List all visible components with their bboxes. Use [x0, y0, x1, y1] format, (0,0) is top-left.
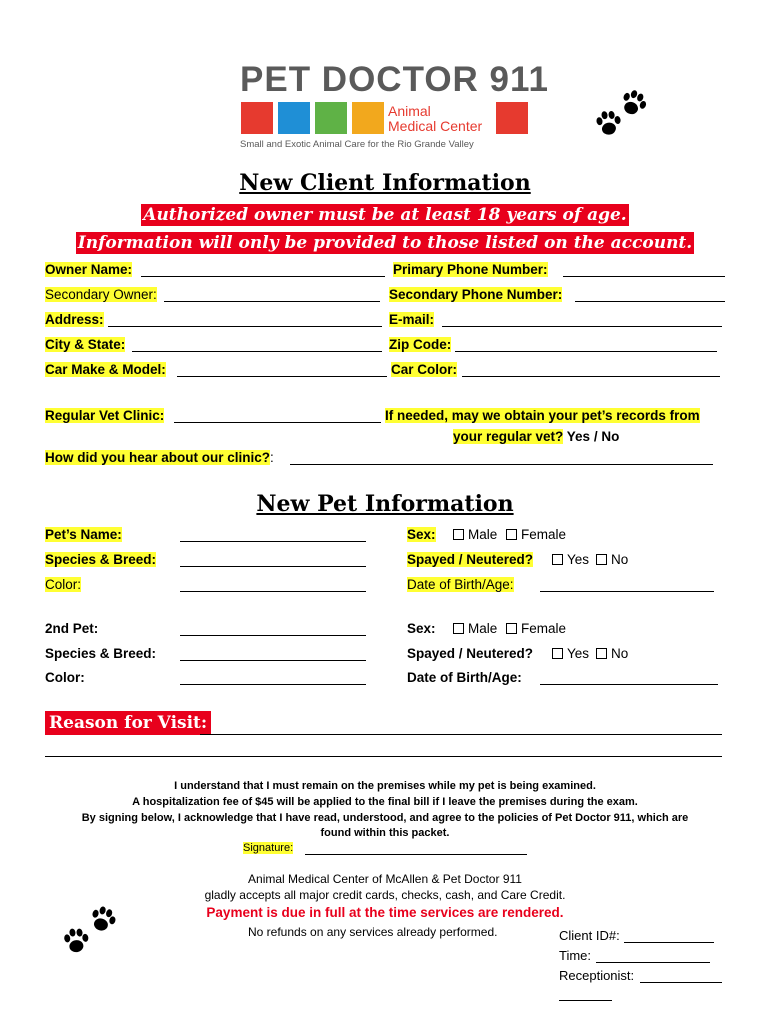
email-label: E-mail:	[389, 312, 435, 327]
client-title: New Client Information	[239, 170, 531, 196]
notice-1: Authorized owner must be at least 18 years of age.	[143, 205, 627, 225]
logo-tagline: Small and Exotic Animal Care for the Rio Grande Valley	[240, 139, 474, 150]
dob2-label: Date of Birth/Age:	[407, 670, 522, 685]
address-label: Address:	[45, 312, 104, 327]
logo	[238, 60, 550, 155]
client-id-field[interactable]	[624, 942, 714, 943]
paw-print-bottom-icon	[58, 900, 133, 970]
consent-line2: A hospitalization fee of $45 will be applied to the final bill if I leave the premises during the exam.	[132, 796, 638, 808]
consent-line4: found within this packet.	[320, 827, 450, 839]
records-question-line1: If needed, may we obtain your pet’s records from	[385, 408, 700, 423]
paw-print-icon	[588, 85, 658, 150]
color2-field[interactable]	[180, 684, 366, 685]
primary-phone-label: Primary Phone Number:	[393, 262, 548, 277]
secondary-owner-field[interactable]	[164, 301, 380, 302]
species-breed-label: Species & Breed:	[45, 552, 157, 567]
logo-sub1: Animal	[388, 103, 431, 119]
consent-line1: I understand that I must remain on the premises while my pet is being examined.	[174, 780, 596, 792]
car-make-field[interactable]	[177, 376, 387, 377]
pet2-label: 2nd Pet:	[45, 621, 99, 636]
hear-about-label: How did you hear about our clinic?:	[45, 450, 274, 465]
logo-name: PET DOCTOR 911	[240, 60, 550, 99]
logo-sub2: Medical Center	[388, 118, 483, 134]
dob2-field[interactable]	[540, 684, 718, 685]
spayed2-no-checkbox[interactable]	[596, 648, 607, 659]
records-question-line2: your regular vet? Yes / No	[453, 429, 620, 444]
email-field[interactable]	[442, 326, 722, 327]
spayed2-label: Spayed / Neutered?	[407, 646, 534, 661]
receptionist-label: Receptionist:	[559, 968, 635, 983]
secondary-phone-label: Secondary Phone Number:	[389, 287, 563, 302]
car-color-field[interactable]	[462, 376, 720, 377]
time-field[interactable]	[596, 962, 710, 963]
spayed2-yes-option[interactable]: Yes	[552, 646, 589, 661]
sex2-male-option[interactable]: Male	[453, 621, 497, 636]
zip-code-field[interactable]	[455, 351, 717, 352]
male2-checkbox[interactable]	[453, 623, 464, 634]
time-label: Time:	[559, 948, 592, 963]
pet2-name-field[interactable]	[180, 635, 366, 636]
spayed-yes-checkbox[interactable]	[552, 554, 563, 565]
species2-label: Species & Breed:	[45, 646, 157, 661]
ferret-tile-icon	[352, 102, 384, 134]
secondary-owner-label: Secondary Owner:	[45, 287, 157, 302]
sex2-female-option[interactable]: Female	[506, 621, 566, 636]
consent-line3: By signing below, I acknowledge that I have read, understood, and agree to the policies of Pet Doctor 911, which are	[81, 812, 689, 824]
pet-name-field[interactable]	[180, 541, 366, 542]
signature-label: Signature:	[243, 842, 294, 854]
zip-code-label: Zip Code:	[389, 337, 452, 352]
owner-name-field[interactable]	[141, 276, 385, 277]
receptionist-field-line2[interactable]	[559, 1000, 612, 1001]
color-field[interactable]	[180, 591, 366, 592]
species2-field[interactable]	[180, 660, 366, 661]
dog-tile-icon	[241, 102, 273, 134]
car-color-label: Car Color:	[391, 362, 458, 377]
hear-about-field[interactable]	[290, 464, 713, 465]
sex2-label: Sex:	[407, 621, 436, 636]
male-checkbox[interactable]	[453, 529, 464, 540]
spayed2-yes-checkbox[interactable]	[552, 648, 563, 659]
car-make-label: Car Make & Model:	[45, 362, 166, 377]
receptionist-field[interactable]	[640, 982, 722, 983]
records-yes-no[interactable]: Yes / No	[563, 429, 620, 444]
spayed-label: Spayed / Neutered?	[407, 552, 534, 567]
pet-title: New Pet Information	[256, 491, 514, 517]
secondary-phone-field[interactable]	[575, 301, 725, 302]
spayed-yes-option[interactable]: Yes	[552, 552, 589, 567]
bird-tile-icon	[278, 102, 310, 134]
reason-label: Reason for Visit:	[45, 711, 211, 735]
notice-2: Information will only be provided to those listed on the account.	[77, 233, 693, 253]
color-label: Color:	[45, 577, 82, 592]
city-state-label: City & State:	[45, 337, 126, 352]
female2-checkbox[interactable]	[506, 623, 517, 634]
vet-clinic-label: Regular Vet Clinic:	[45, 408, 165, 423]
sex-male-option[interactable]: Male	[453, 527, 497, 542]
vet-clinic-field[interactable]	[174, 422, 381, 423]
pet-name-label: Pet’s Name:	[45, 527, 122, 542]
female-checkbox[interactable]	[506, 529, 517, 540]
spayed-no-option[interactable]: No	[596, 552, 628, 567]
color2-label: Color:	[45, 670, 85, 685]
footer-line2: gladly accepts all major credit cards, checks, cash, and Care Credit.	[204, 888, 566, 902]
city-state-field[interactable]	[132, 351, 382, 352]
species-breed-field[interactable]	[180, 566, 366, 567]
spayed-no-checkbox[interactable]	[596, 554, 607, 565]
reason-field-line2[interactable]	[45, 756, 722, 757]
dob-label: Date of Birth/Age:	[407, 577, 514, 592]
footer-line1: Animal Medical Center of McAllen & Pet Doctor 911	[248, 872, 522, 886]
spayed2-no-option[interactable]: No	[596, 646, 628, 661]
reason-field[interactable]	[200, 734, 722, 735]
lizard-tile-icon	[315, 102, 347, 134]
signature-field[interactable]	[305, 854, 527, 855]
client-id-label: Client ID#:	[559, 928, 620, 943]
primary-phone-field[interactable]	[563, 276, 725, 277]
cat-tile-icon	[496, 102, 528, 134]
sex-female-option[interactable]: Female	[506, 527, 566, 542]
owner-name-label: Owner Name:	[45, 262, 133, 277]
payment-notice: Payment is due in full at the time services are rendered.	[206, 905, 564, 920]
dob-field[interactable]	[540, 591, 714, 592]
sex-label: Sex:	[407, 527, 436, 542]
address-field[interactable]	[108, 326, 382, 327]
refund-notice: No refunds on any services already performed.	[248, 925, 498, 939]
